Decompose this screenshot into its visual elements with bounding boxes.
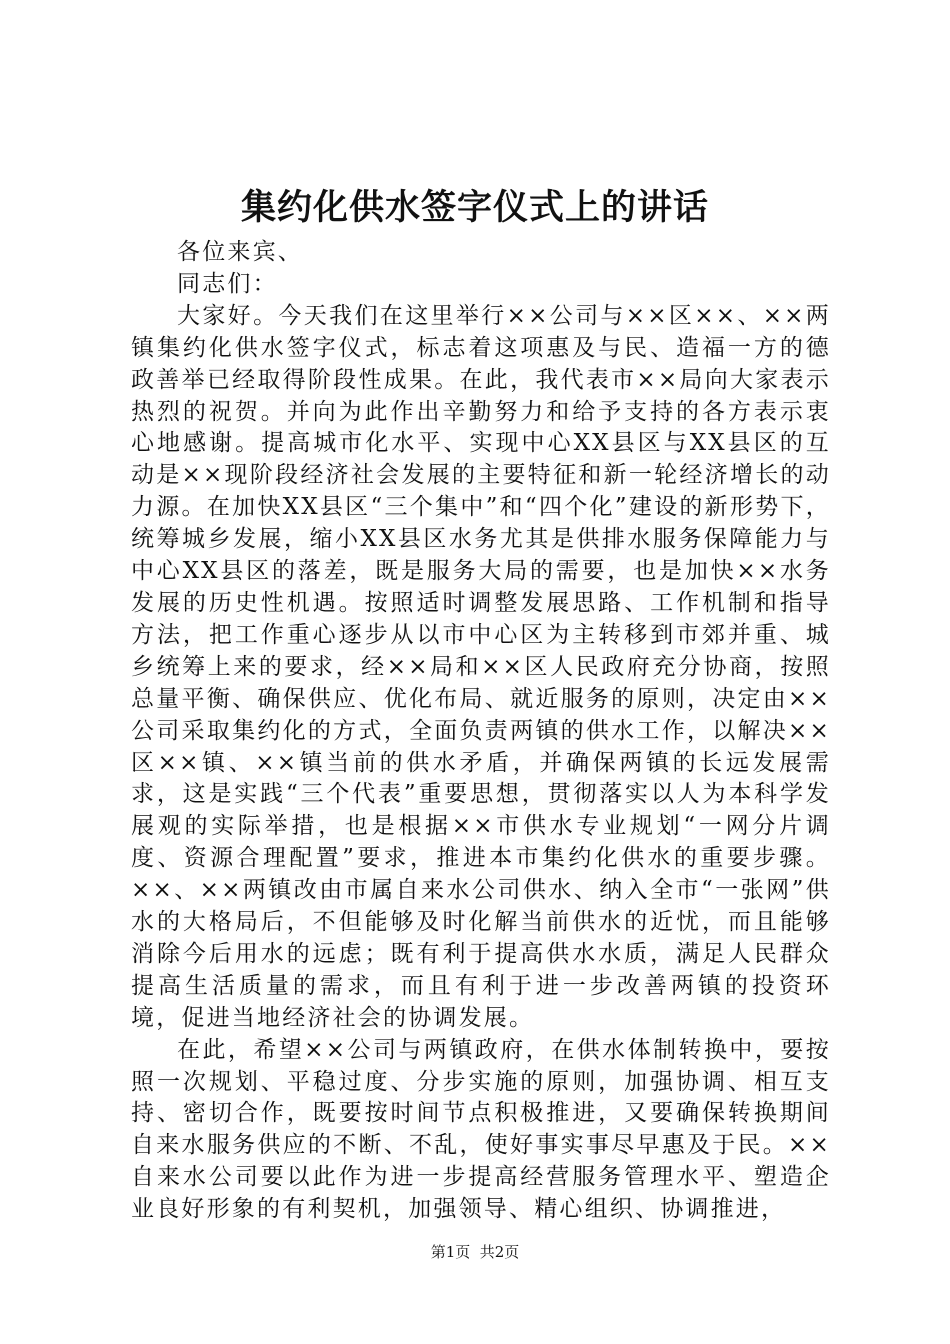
page-number: 第1页 共2页 (430, 1243, 520, 1261)
body-paragraph: 在此，希望××公司与两镇政府，在供水体制转换中，要按照一次规划、平稳过度、分步实施的原则，加强协调、相互支持、密切合作，既要按时间节点积极推进，又要确保转换期间自来水服务供应的不断、不乱，使好事实事尽早惠及于民。××自来水公司要以此作为进一步提高经营服务管理水平、塑造企业良好形象的有利契机，加强领导、精心组织、协调推进， (131, 1036, 831, 1223)
greeting-line: 同志们： (177, 270, 278, 297)
greeting-line: 各位来宾、 (177, 239, 303, 265)
document-body (131, 237, 831, 1226)
page-footer (0, 1242, 950, 1262)
document-title: 集约化供水签字仪式上的讲话 (240, 188, 709, 228)
body-paragraph: 大家好。今天我们在这里举行××公司与××区××、××两镇集约化供水签字仪式，标志着这项惠及与民、造福一方的德政善举已经取得阶段性成果。在此，我代表市××局向大家表示热烈的祝贺。并向为此作出辛勤努力和给予支持的各方表示衷心地感谢。提高城市化水平、实现中心XX县区与XX县区的互动是××现阶段经济社会发展的主要特征和新一轮经济增长的动力源。在加快XX县区“三个集中”和“四个化”建设的新形势下，统筹城乡发展，缩小XX县区水务尤其是供排水服务保障能力与中心XX县区的落差，既是服务大局的需要，也是加快××水务发展的历史性机遇。按照适时调整发展思路、工作机制和指导方法，把工作重心逐步从以市中心区为主转移到市郊并重、城乡统筹上来的要求，经××局和××区人民政府充分协商，按照总量平衡、确保供应、优化布局、就近服务的原则，决定由××公司采取集约化的方式，全面负责两镇的供水工作，以解决××区××镇、××镇当前的供水矛盾，并确保两镇的长远发展需求，这是实践“三个代表”重要思想，贯彻落实以人为本科学发展观的实际举措，也是根据××市供水专业规划“一网分片调度、资源合理配置”要求，推进本市集约化供水的重要步骤。××、××两镇改由市属自来水公司供水、纳入全市“一张网”供水的大格局后，不但能够及时化解当前供水的近忧，而且能够消除今后用水的远虑；既有利于提高供水水质，满足人民群众提高生活质量的需求，而且有利于进一步改善两镇的投资环境，促进当地经济社会的协调发展。 (131, 302, 831, 1031)
